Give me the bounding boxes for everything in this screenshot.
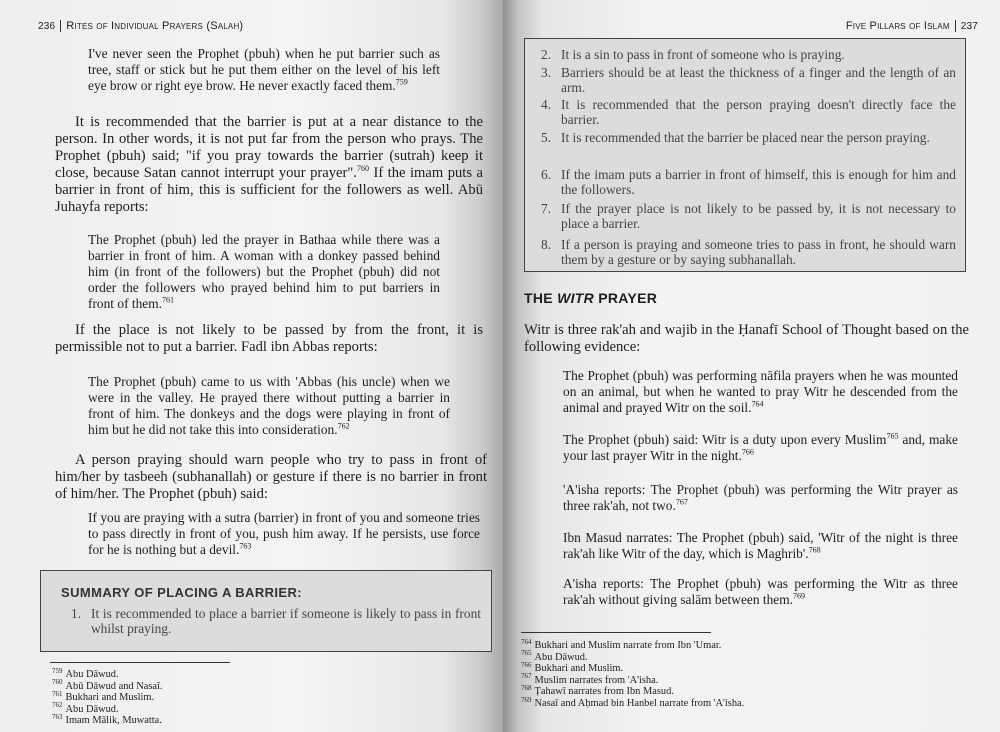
footnote-ref-763: 763	[239, 541, 252, 551]
footnote-ref-764: 764	[751, 399, 764, 409]
footnote-759: $^{759}$ Abu Dāwud.	[52, 666, 119, 680]
paragraph-near-distance: It is recommended that the barrier is put at a near distance to the person. In other words, it is not put far from the person who prays. The Prophet (pbuh) said; "if you pray towards the barrier (sutrah) keep it close, because Satan cannot interrupt your prayer".$^{760}$ If the imam puts a barrier in front of him, this is sufficient for the followers as well. Abū Juhayfa reports:	[55, 114, 483, 215]
witr-quote-salam: A'isha reports: The Prophet (pbuh) was performing the Witr as three rak'ah without giving salām between them.$^{769}$	[563, 576, 958, 607]
left-running-head	[38, 20, 243, 32]
quote-sutra: If you are praying with a sutra (barrier) in front of you and someone tries to pass directly in front of you, push him away. If he persists, use force for he is nothing but a devil.$^{763}$	[88, 510, 480, 557]
footnote-ref-769: 769	[793, 591, 805, 601]
summary-item-1: 1. It is recommended to place a barrier if someone is likely to pass in front whilst praying.	[71, 606, 481, 636]
right-running-head-title: Five Pillars of Islam	[845, 20, 950, 32]
witr-quote-aisha: 'A'isha reports: The Prophet (pbuh) was performing the Witr prayer as three rak'ah, not two.$^{767}$	[563, 482, 958, 513]
footnote-760: $^{760}$ Abū Dāwud and Nasaī.	[52, 678, 163, 692]
quote-valley: The Prophet (pbuh) came to us with 'Abbas (his uncle) when we were in the valley. He prayed there without putting a barrier in front of him. The donkeys and the dogs were playing in front of him but he did not take this into consideration.$^{762}$	[88, 374, 450, 437]
summary-item-3: 3. Barriers should be at least the thickness of a finger and the length of an arm.	[541, 65, 956, 95]
witr-quote-ibn-masud: Ibn Masud narrates: The Prophet (pbuh) said, 'Witr of the night is three rak'ah like Witr of the day, which is Maghrib'.$^{768}$	[563, 530, 958, 561]
footnote-764: $^{764}$ Bukhari and Muslim narrate from Ibn 'Umar.	[521, 637, 722, 651]
footnote-ref-761: 761	[162, 295, 175, 305]
footnote-768: $^{768}$ Ṭahawī narrates from Ibn Masud.	[521, 683, 674, 698]
footnote-rule-right	[521, 632, 711, 633]
summary-item-2: 2. It is a sin to pass in front of someone who is praying.	[541, 47, 845, 62]
footnote-765: $^{765}$ Abu Dāwud.	[521, 649, 588, 663]
footnote-ref-760: 760	[356, 164, 369, 174]
quote-bathaa: The Prophet (pbuh) led the prayer in Bathaa while there was a barrier in front of him. A woman with a donkey passed behind him (in front of the followers) but the Prophet (pbuh) did not order the followers who prayed behind him to put barriers in front of them.$^{761}$	[88, 232, 440, 311]
right-page	[503, 0, 1000, 732]
witr-quote-duty: The Prophet (pbuh) said: Witr is a duty upon every Muslim$^{765}$ and, make your last prayer Witr in the night.$^{766}$	[563, 431, 958, 463]
witr-heading: THE WITR PRAYER	[524, 290, 658, 306]
footnote-rule-left	[50, 662, 230, 663]
footnote-766: $^{766}$ Bukhari and Muslim.	[521, 660, 624, 675]
right-footnotes	[521, 637, 821, 710]
footnote-763: $^{763}$ Imam Mālik, Muwatta.	[52, 712, 162, 727]
footnote-762: $^{762}$ Abu Dāwud.	[52, 701, 119, 715]
summary-item-4: 4. It is recommended that the person praying doesn't directly face the barrier.	[541, 97, 956, 127]
footnote-ref-767: 767	[675, 497, 688, 507]
summary-box-left	[40, 570, 492, 652]
paragraph-not-passed: If the place is not likely to be passed by from the front, it is permissible not to put a barrier. Fadl ibn Abbas reports:	[55, 322, 483, 355]
left-page-number: 236	[38, 21, 56, 32]
summary-item-6: 6. If the imam puts a barrier in front of himself, this is enough for him and the followers.	[541, 167, 956, 197]
footnote-767: $^{767}$ Muslim narrates from 'A'isha.	[521, 672, 659, 686]
right-page-number: 237	[960, 21, 978, 32]
footnote-ref-762: 762	[337, 421, 350, 431]
witr-intro: Witr is three rak'ah and wajib in the Ḥanafī School of Thought based on the following evidence:	[524, 322, 969, 355]
summary-item-7: 7. If the prayer place is not likely to be passed by, it is not necessary to place a barrier.	[541, 201, 956, 231]
witr-quote-nafila: The Prophet (pbuh) was performing nāfila prayers when he was mounted on an animal, but when he wanted to pray Witr he descended from the animal and prayed Witr on the soil.$^{764}$	[563, 368, 958, 415]
footnote-ref-766: 766	[741, 447, 754, 457]
summary-box-right	[524, 38, 966, 272]
footnote-ref-768: 768	[808, 545, 821, 555]
footnote-ref-765: 765	[886, 431, 899, 441]
paragraph-warn-people: A person praying should warn people who try to pass in front of him/her by tasbeeh (subhanallah) or gesture if there is no barrier in front of him/her. The Prophet (pbuh) said:	[55, 452, 487, 502]
summary-title: SUMMARY OF PLACING A BARRIER:	[61, 585, 303, 600]
quote-barrier-level: I've never seen the Prophet (pbuh) when he put barrier such as tree, staff or stick but he put them either on the level of his left eye brow or right eye brow. He never exactly faced them.$^{759}$	[88, 46, 440, 93]
footnote-769: $^{769}$ Nasaī and Aḥmad bin Hanbel narrate from 'A'isha.	[521, 695, 745, 709]
summary-item-5: 5. It is recommended that the barrier be placed near the person praying.	[541, 130, 930, 145]
footnote-ref-759: 759	[395, 77, 408, 87]
footnote-761: $^{761}$ Bukhari and Muslim.	[52, 689, 155, 704]
summary-item-8: 8. If a person is praying and someone tries to pass in front, he should warn them by a gesture or by saying subhanallah.	[541, 237, 956, 267]
left-footnotes	[52, 666, 352, 727]
left-running-head-title: Rites of Individual Prayers (Salah)	[66, 20, 244, 32]
right-running-head	[846, 20, 978, 32]
